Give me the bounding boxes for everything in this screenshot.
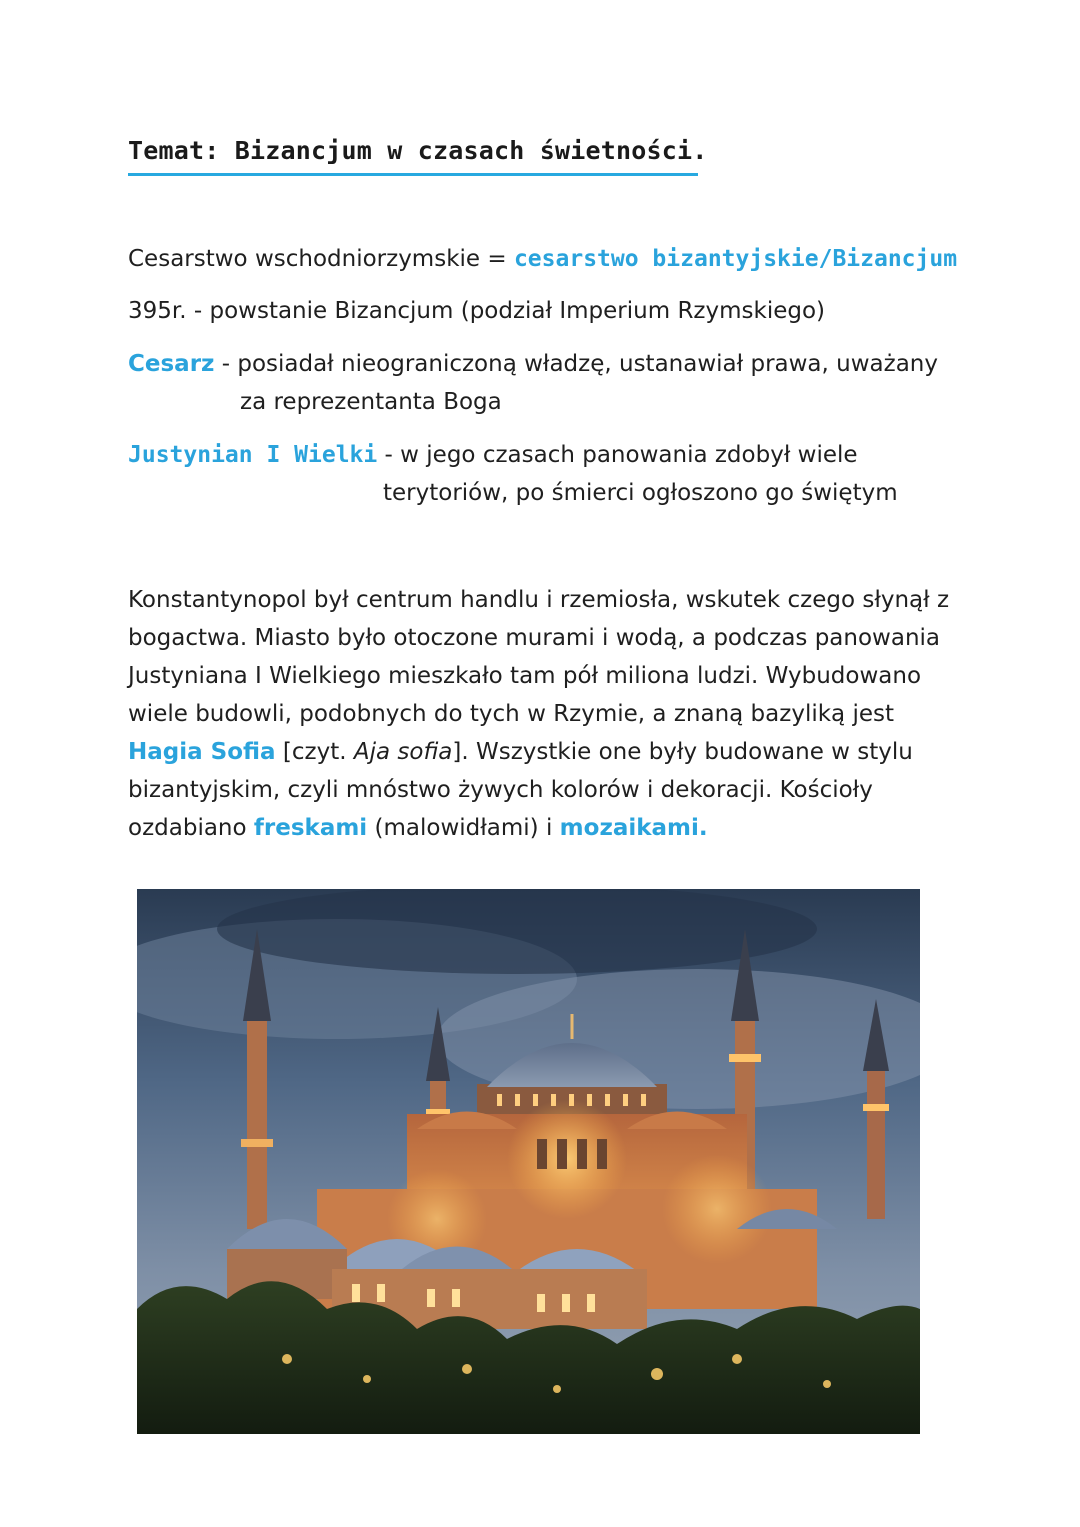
justynian-line-1 — [128, 437, 858, 474]
hagia-sofia-reading: Aja sofia — [353, 739, 453, 765]
justynian-term: Justynian I Wielki — [128, 442, 378, 468]
paragraph-text-3: ]. Wszystkie one były budowane w stylu bizantyjskim, czyli mnóstwo żywych kolorów i dekoracji. Kościoły ozdabiano — [128, 739, 913, 841]
justynian-text-2: terytoriów, po śmierci ogłoszono go świętym — [383, 480, 898, 506]
page-title: Temat: Bizancjum w czasach świetności. — [128, 136, 708, 165]
mozaiki-term: mozaikami. — [559, 815, 708, 841]
justynian-separator: - — [377, 442, 401, 468]
cesarz-term: Cesarz — [128, 351, 215, 377]
hagia-sofia-term: Hagia Sofia — [128, 739, 276, 765]
paragraph-text-1: Konstantynopol był centrum handlu i rzemiosła, wskutek czego słynął z bogactwa. Miasto było otoczone murami i wodą, a podczas panowania Justyniana I Wielkiego mieszkało tam pół miliona ludzi. Wybudowano wiele budowli, podobnych do tych w Rzymie, a znaną bazyliką jest — [128, 587, 950, 727]
paragraph-text-4: (malowidłami) i — [367, 815, 560, 841]
justynian-text-1: w jego czasach panowania zdobył wiele — [400, 442, 858, 468]
title-underline — [128, 173, 698, 176]
freski-term: freskami — [253, 815, 368, 841]
definition-highlight: cesarstwo bizantyjskie/Bizancjum — [513, 246, 958, 272]
cesarz-line-1 — [128, 346, 938, 383]
cesarz-separator: - — [214, 351, 238, 377]
hagia-sofia-illustration — [137, 889, 920, 1434]
date-line: 395r. - powstanie Bizancjum (podział Imperium Rzymskiego) — [128, 298, 826, 324]
constantinople-paragraph — [128, 581, 968, 847]
paragraph-text-2: [czyt. — [275, 739, 354, 765]
hagia-sofia-photo — [137, 889, 920, 1434]
definition-text: Cesarstwo wschodniorzymskie = — [128, 246, 514, 272]
cesarz-text-1: posiadał nieograniczoną władzę, ustanawiał prawa, uważany — [237, 351, 938, 377]
cesarz-text-2: za reprezentanta Boga — [240, 389, 502, 415]
definition-line — [128, 241, 957, 278]
